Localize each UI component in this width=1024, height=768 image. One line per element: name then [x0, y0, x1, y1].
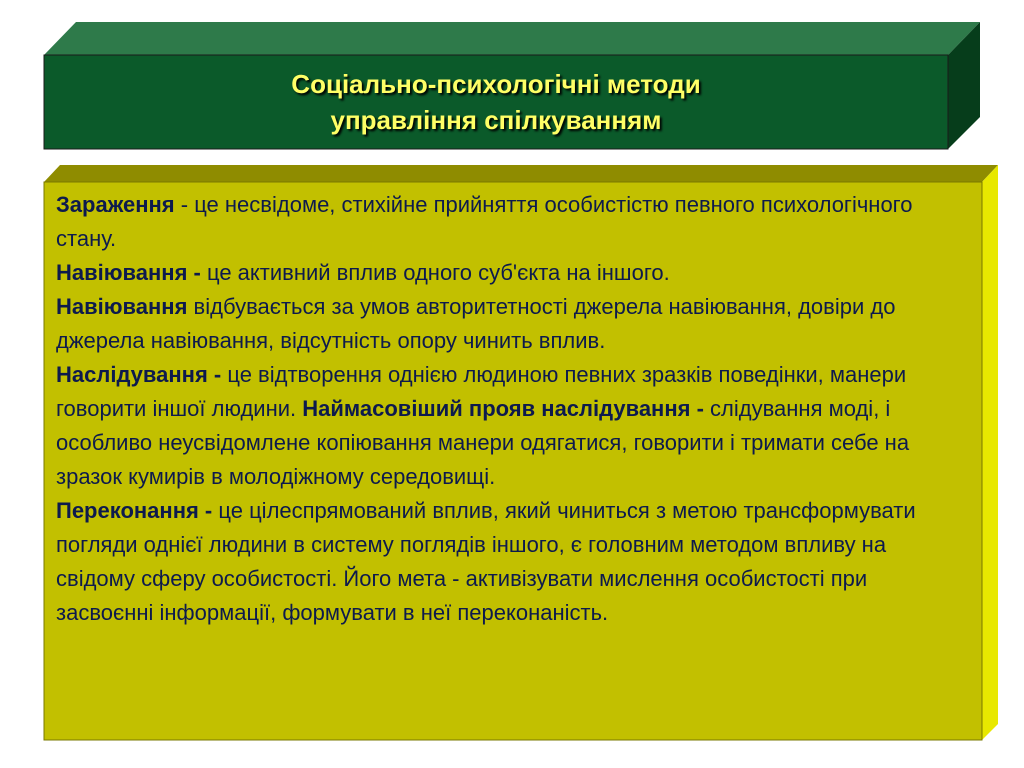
content-box-top-face — [44, 165, 998, 182]
term-imitation: Наслідування - — [56, 362, 228, 387]
definition-persuasion: це цілеспрямований вплив, який чиниться з метою трансформувати погляди однієї людини в систему поглядів іншого, є головним методом впливу на свідому сферу особистості. Його мета - активізувати мислення особистості при засвоєнні інформації, формувати в неї переконаність. — [56, 498, 916, 625]
paragraph-suggestion-conditions — [56, 290, 966, 358]
paragraph-imitation — [56, 358, 966, 494]
content-body — [56, 188, 966, 630]
paragraph-suggestion — [56, 256, 966, 290]
paragraph-contagion — [56, 188, 966, 256]
term-mass-imitation: Наймасовіший прояв наслідування - — [302, 396, 711, 421]
slide-title — [44, 55, 948, 149]
definition-suggestion-conditions: відбувається за умов авторитетності джерела навіювання, довіри до джерела навіювання, відсутність опору чинить вплив. — [56, 294, 896, 353]
title-block-top-face — [44, 22, 980, 55]
definition-contagion: - це несвідоме, стихійне прийняття особистістю певного психологічного стану. — [56, 192, 913, 251]
term-persuasion: Переконання - — [56, 498, 219, 523]
term-suggestion: Навіювання - — [56, 260, 207, 285]
slide-title-line-2: управління спілкуванням — [330, 105, 662, 135]
term-contagion: Зараження — [56, 192, 175, 217]
content-box-side-face — [982, 165, 998, 740]
definition-suggestion: це активний вплив одного суб'єкта на іншого. — [206, 260, 670, 285]
paragraph-persuasion — [56, 494, 966, 630]
term-suggestion-conditions: Навіювання — [56, 294, 188, 319]
definition-imitation: це відтворення однією людиною певних зразків поведінки, манери говорити іншої людини. — [56, 362, 907, 421]
definition-mass-imitation: слідування моді, і особливо неусвідомлене копіювання манери одягатися, говорити і тримати себе на зразок кумирів в молодіжному середовищі. — [56, 396, 910, 489]
slide-title-line-1: Соціально-психологічні методи — [291, 69, 701, 99]
